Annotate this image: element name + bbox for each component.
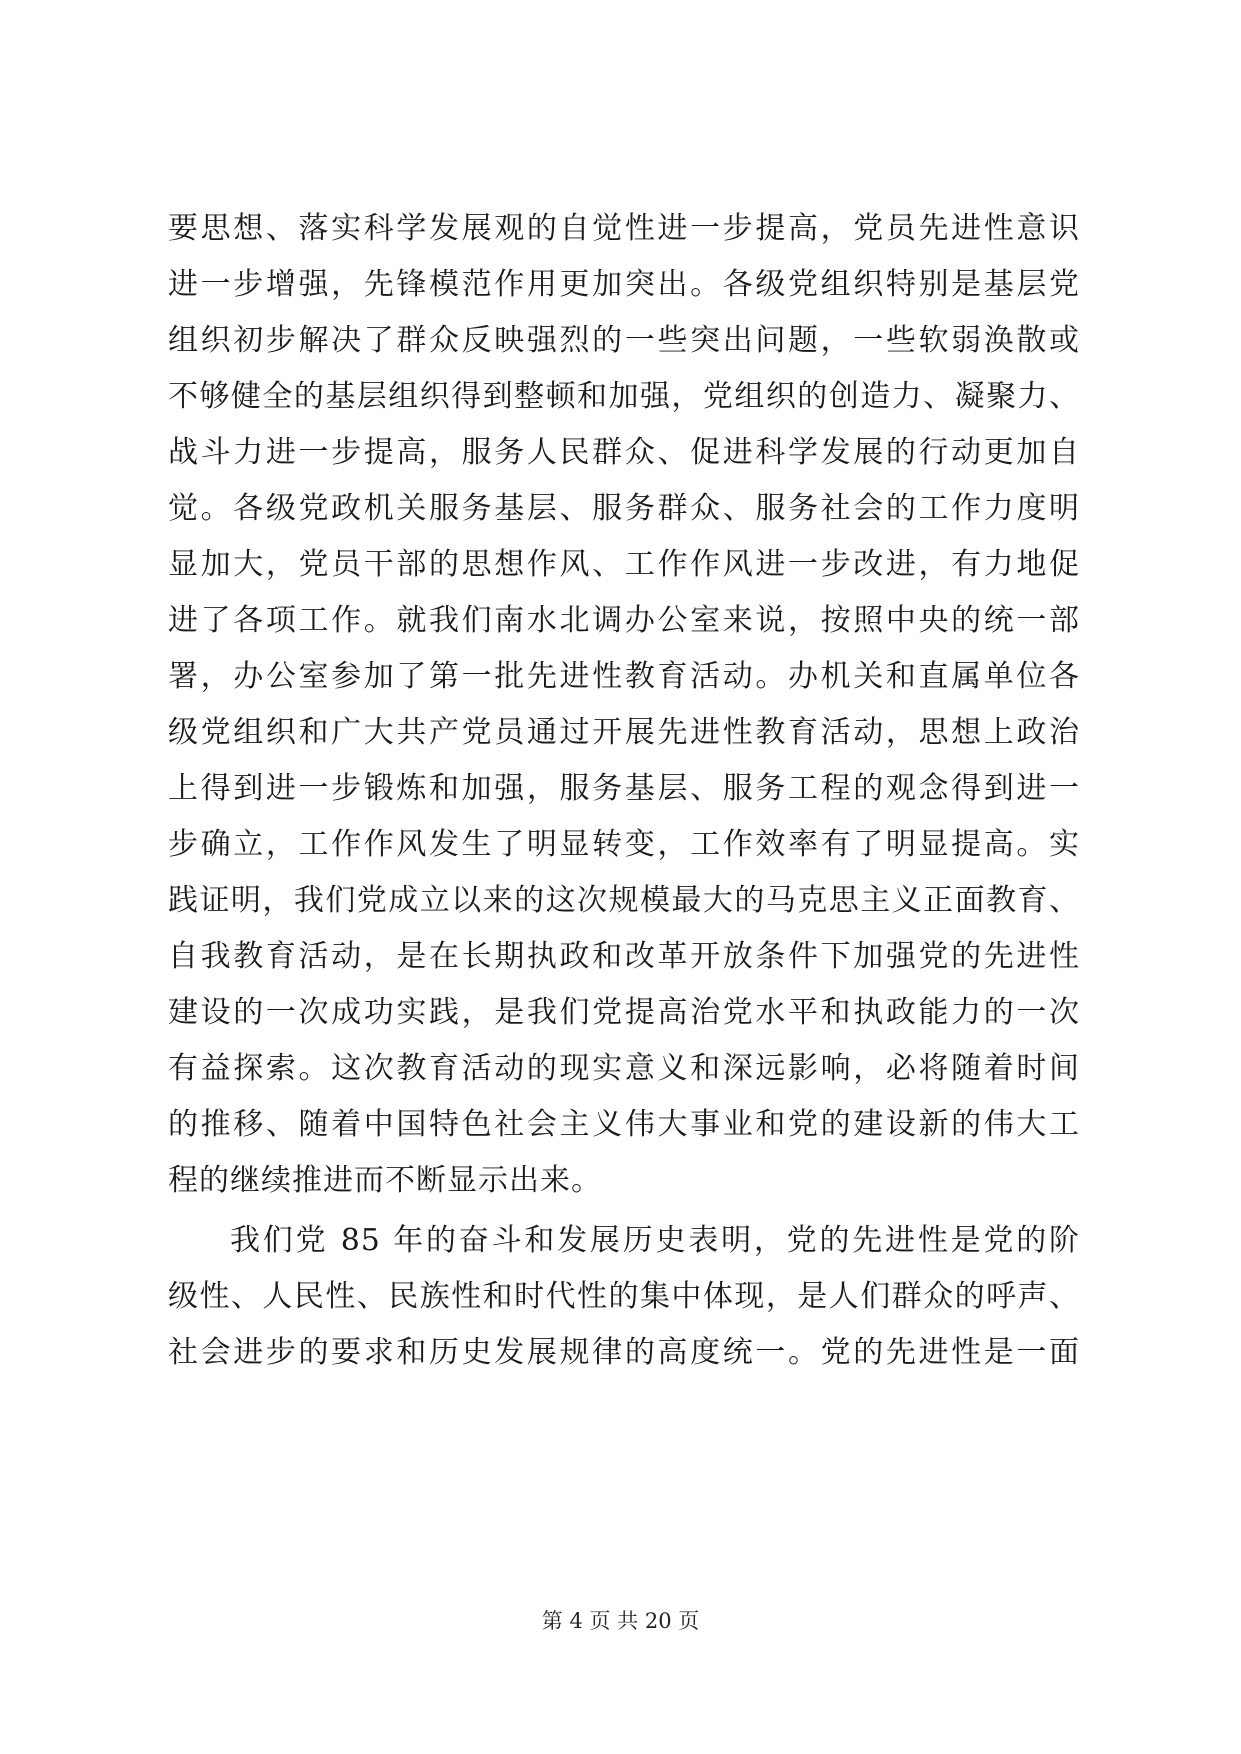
body-text [168,201,1080,1381]
text-line: 践证明，我们党成立以来的这次规模最大的马克思主义正面教育、 [168,883,1080,918]
text-line: 我们党 85 年的奋斗和发展历史表明，党的先进性是党的阶 [230,1223,1080,1258]
text-line: 进一步增强，先锋模范作用更加突出。各级党组织特别是基层党 [168,267,1080,302]
text-line: 级性、人民性、民族性和时代性的集中体现，是人们群众的呼声、 [168,1279,1080,1314]
paragraph-2 [168,1213,1080,1381]
text-line: 战斗力进一步提高，服务人民群众、促进科学发展的行动更加自 [168,435,1080,470]
text-line: 自我教育活动，是在长期执政和改革开放条件下加强党的先进性 [168,939,1080,974]
text-line: 程的继续推进而不断显示出来。 [168,1163,602,1198]
text-line: 署，办公室参加了第一批先进性教育活动。办机关和直属单位各 [168,659,1080,694]
paragraph-1 [168,201,1080,1209]
text-line: 要思想、落实科学发展观的自觉性进一步提高，党员先进性意识 [168,211,1080,246]
text-line: 的推移、随着中国特色社会主义伟大事业和党的建设新的伟大工 [168,1107,1080,1142]
text-line: 进了各项工作。就我们南水北调办公室来说，按照中央的统一部 [168,603,1080,638]
text-line: 觉。各级党政机关服务基层、服务群众、服务社会的工作力度明 [168,491,1080,526]
text-line: 有益探索。这次教育活动的现实意义和深远影响，必将随着时间 [168,1051,1080,1086]
text-line: 建设的一次成功实践，是我们党提高治党水平和执政能力的一次 [168,995,1080,1030]
text-line: 显加大，党员干部的思想作风、工作作风进一步改进，有力地促 [168,547,1080,582]
text-line: 步确立，工作作风发生了明显转变，工作效率有了明显提高。实 [168,827,1080,862]
page-number-footer: 第 4 页 共 20 页 [541,1609,700,1633]
text-line: 上得到进一步锻炼和加强，服务基层、服务工程的观念得到进一 [168,771,1080,806]
text-line: 社会进步的要求和历史发展规律的高度统一。党的先进性是一面 [168,1335,1080,1370]
text-line: 组织初步解决了群众反映强烈的一些突出问题，一些软弱涣散或 [168,323,1080,358]
text-line: 不够健全的基层组织得到整顿和加强，党组织的创造力、凝聚力、 [168,379,1080,414]
text-line: 级党组织和广大共产党员通过开展先进性教育活动，思想上政治 [168,715,1080,750]
